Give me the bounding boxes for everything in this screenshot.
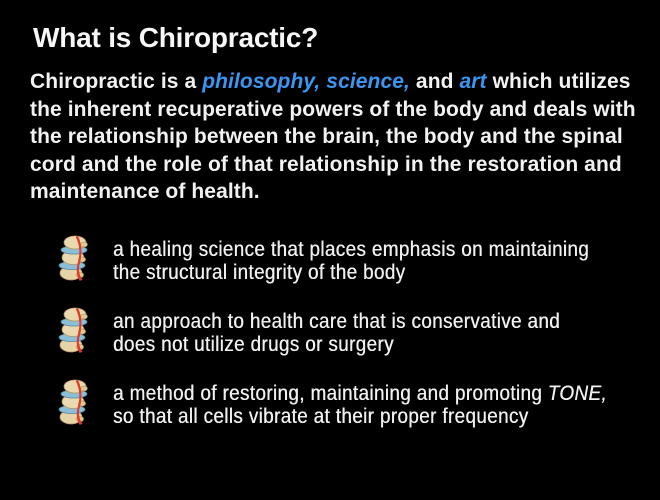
highlight-art: art	[459, 70, 487, 93]
paragraph-line-1	[30, 68, 636, 96]
tone-emphasis: TONE,	[547, 382, 607, 405]
bullet-text: a method of restoring, maintaining and promoting	[113, 382, 548, 405]
bullet-line: so that all cells vibrate at their proper frequency	[113, 405, 529, 428]
paragraph-text: which utilizes	[486, 70, 631, 93]
bullet-item-2	[58, 306, 660, 356]
paragraph-line-5: maintenance of health.	[30, 180, 260, 203]
spine-vertebrae-icon	[58, 379, 92, 425]
bullet-text-1	[113, 234, 589, 284]
bullet-list	[58, 234, 660, 450]
bullet-text-3	[113, 378, 607, 428]
bullet-item-1	[58, 234, 660, 284]
bullet-item-3	[58, 378, 660, 428]
bullet-line: a healing science that places emphasis on maintaining	[113, 238, 590, 261]
paragraph-line-3: the relationship between the brain, the body and the spinal	[30, 125, 623, 148]
paragraph-text: Chiropractic is a	[30, 70, 203, 93]
paragraph-text: and	[409, 70, 460, 93]
paragraph-line-2: the inherent recuperative powers of the body and deals with	[30, 97, 636, 121]
highlight-philosophy-science: philosophy, science,	[202, 70, 410, 93]
slide-title: What is Chiropractic?	[33, 22, 319, 53]
bullet-line	[113, 382, 607, 405]
spine-vertebrae-icon	[58, 235, 92, 281]
bullet-line: an approach to health care that is conservative and	[113, 310, 561, 333]
paragraph-line-4: cord and the role of that relationship in the restoration and	[30, 152, 622, 176]
definition-paragraph	[30, 68, 636, 206]
spine-vertebrae-icon	[58, 307, 92, 353]
bullet-text-2	[113, 306, 560, 356]
bullet-line: the structural integrity of the body	[113, 261, 406, 284]
bullet-line: does not utilize drugs or surgery	[113, 333, 394, 356]
